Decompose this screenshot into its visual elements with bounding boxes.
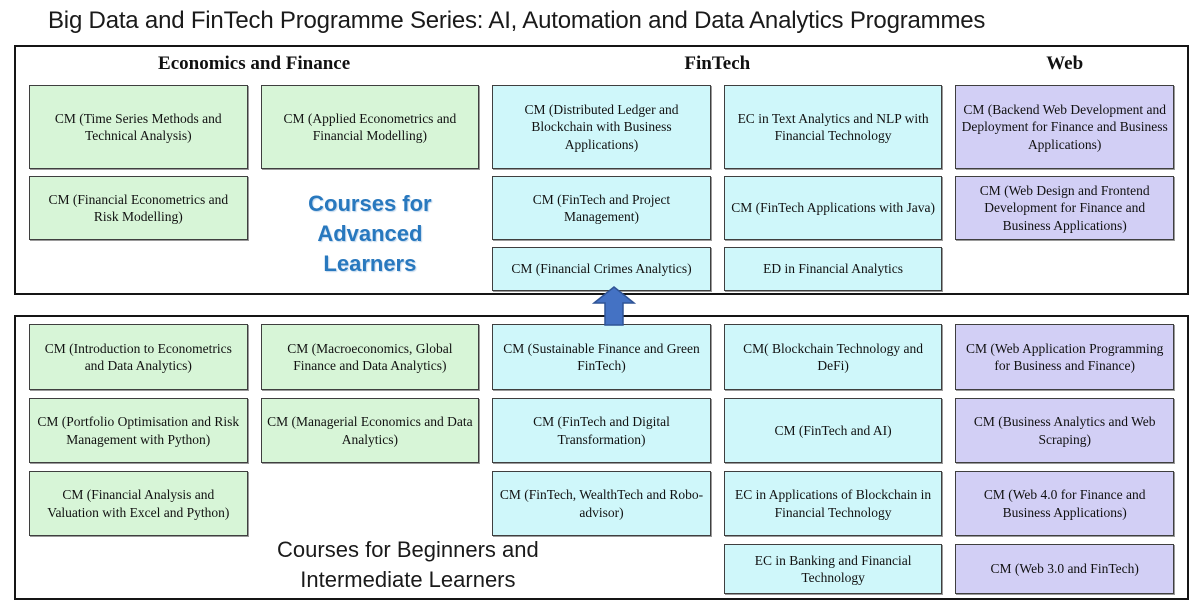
course-box-time-series: CM (Time Series Methods and Technical Analysis)	[29, 85, 248, 169]
up-arrow-icon	[592, 286, 636, 326]
course-box-ec-banking: EC in Banking and Financial Technology	[724, 544, 943, 594]
course-box-financial-econometrics: CM (Financial Econometrics and Risk Modelling)	[29, 176, 248, 240]
beginner-caption-line1: Courses for Beginners and	[277, 537, 539, 562]
course-box-applied-econometrics: CM (Applied Econometrics and Financial Modelling)	[261, 85, 480, 169]
advanced-caption-line1: Courses for	[308, 190, 432, 216]
course-box-sustainable-finance: CM (Sustainable Finance and Green FinTech)	[492, 324, 711, 390]
course-box-business-analytics-scraping: CM (Business Analytics and Web Scraping)	[955, 398, 1174, 463]
course-box-financial-crimes: CM (Financial Crimes Analytics)	[492, 247, 711, 291]
group-header-economics-finance: Economics and Finance	[158, 53, 351, 74]
advanced-courses-panel	[14, 45, 1189, 295]
course-box-fintech-java: CM (FinTech Applications with Java)	[724, 176, 943, 240]
course-box-wealthtech-roboadvisor: CM (FinTech, WealthTech and Robo-advisor)	[492, 471, 711, 536]
course-box-web-4-0: CM (Web 4.0 for Finance and Business Applications)	[955, 471, 1174, 536]
course-box-fintech-digital: CM (FinTech and Digital Transformation)	[492, 398, 711, 463]
course-box-fintech-ai: CM (FinTech and AI)	[724, 398, 943, 463]
advanced-learners-caption	[261, 176, 480, 291]
course-box-portfolio-optimisation: CM (Portfolio Optimisation and Risk Management with Python)	[29, 398, 248, 463]
course-box-text-analytics-nlp: EC in Text Analytics and NLP with Financial Technology	[724, 85, 943, 169]
course-box-web-design-frontend: CM (Web Design and Frontend Development for Finance and Business Applications)	[955, 176, 1174, 240]
beginner-courses-panel	[14, 315, 1189, 600]
course-box-blockchain-defi: CM( Blockchain Technology and DeFi)	[724, 324, 943, 390]
advanced-caption-line2: Advanced	[317, 220, 423, 246]
beginner-caption-line2: Intermediate Learners	[300, 567, 516, 592]
course-box-distributed-ledger: CM (Distributed Ledger and Blockchain with Business Applications)	[492, 85, 711, 169]
course-box-macroeconomics: CM (Macroeconomics, Global Finance and Data Analytics)	[261, 324, 480, 390]
course-box-financial-analysis: CM (Financial Analysis and Valuation with Excel and Python)	[29, 471, 248, 536]
group-header-web: Web	[1046, 53, 1084, 74]
course-box-ed-financial-analytics: ED in Financial Analytics	[724, 247, 943, 291]
advanced-caption-line3: Learners	[323, 250, 417, 276]
course-box-web-3-0: CM (Web 3.0 and FinTech)	[955, 544, 1174, 594]
beginner-learners-caption	[29, 536, 711, 594]
page-title: Big Data and FinTech Programme Series: AI, Automation and Data Analytics Programmes	[48, 7, 986, 34]
course-box-fintech-project: CM (FinTech and Project Management)	[492, 176, 711, 240]
course-box-web-app-programming: CM (Web Application Programming for Business and Finance)	[955, 324, 1174, 390]
course-box-intro-econometrics: CM (Introduction to Econometrics and Data Analytics)	[29, 324, 248, 390]
course-box-managerial-economics: CM (Managerial Economics and Data Analytics)	[261, 398, 480, 463]
course-box-ec-blockchain-applications: EC in Applications of Blockchain in Financial Technology	[724, 471, 943, 536]
course-box-backend-web: CM (Backend Web Development and Deployment for Finance and Business Applications)	[955, 85, 1174, 169]
group-header-fintech: FinTech	[684, 53, 751, 74]
